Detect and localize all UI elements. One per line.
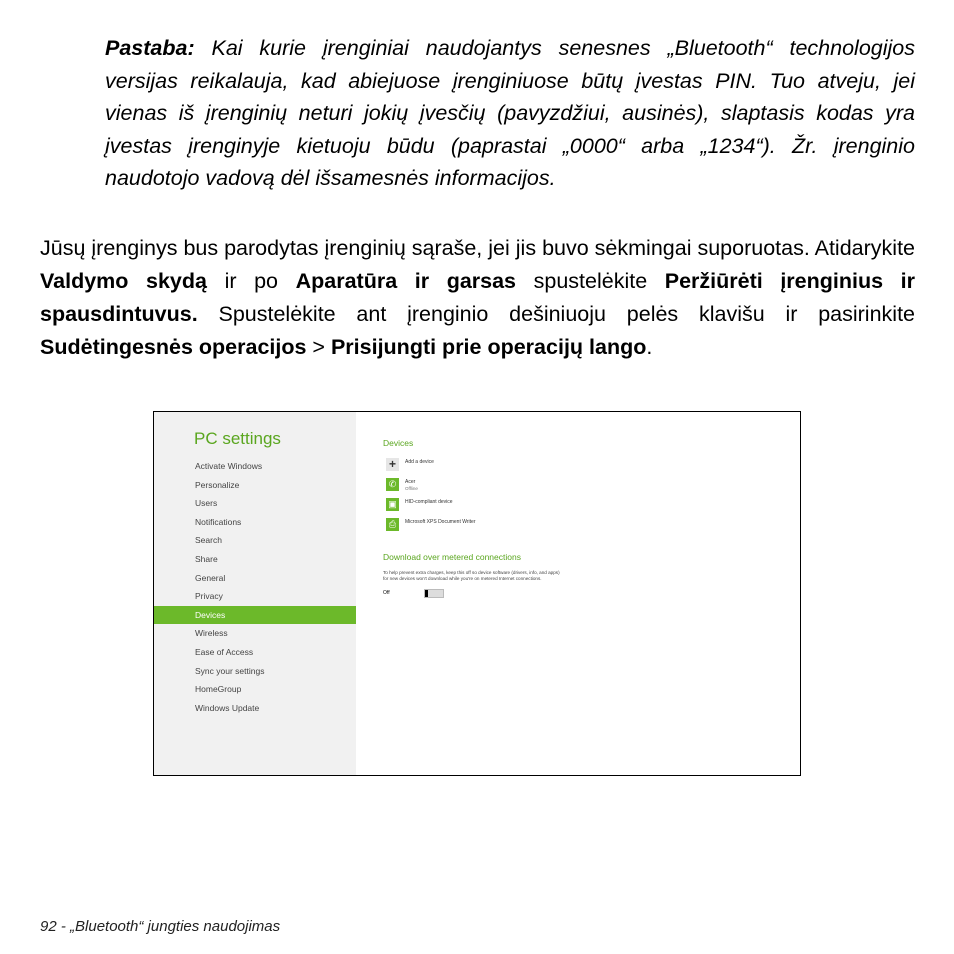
devices-pane	[383, 412, 793, 775]
nav-item-share[interactable]: Share	[195, 553, 218, 564]
instructions-paragraph	[40, 232, 915, 364]
pc-settings-screenshot	[153, 411, 801, 776]
device-label: Add a device	[405, 459, 434, 465]
note-paragraph	[105, 32, 915, 195]
device-label: Acer	[405, 479, 416, 485]
para-bold-2: Aparatūra ir garsas	[295, 269, 517, 293]
para-text-2: ir po	[206, 269, 296, 293]
para-text-6: .	[646, 335, 653, 359]
device-label: Microsoft XPS Document Writer	[405, 519, 476, 525]
page-footer: 92 - „Bluetooth“ jungties naudojimas	[40, 918, 281, 935]
devices-header: Devices	[383, 438, 414, 448]
para-bold-1: Valdymo skydą	[40, 269, 207, 293]
nav-item-general[interactable]: General	[195, 572, 226, 583]
download-header: Download over metered connections	[383, 552, 521, 562]
nav-item-sync-your-settings[interactable]: Sync your settings	[195, 665, 265, 676]
device-status: Offline	[405, 486, 418, 491]
metered-download-toggle[interactable]	[424, 589, 444, 598]
toggle-label: Off	[383, 590, 390, 596]
phone-icon: ✆	[386, 478, 399, 491]
pc-settings-title: PC settings	[194, 429, 281, 448]
nav-item-users[interactable]: Users	[195, 498, 218, 509]
monitor-icon: ▣	[386, 498, 399, 511]
note-text: Kai kurie įrenginiai naudojantys senesnes „Bluetooth“ technologijos versijas reikalauja, kad abiejuose įrenginiuose būtų įvestas PIN. Tuo atveju, jei vienas iš įrenginių neturi jokių įvesčių (pavyzdžiui, ausinės), slaptasis kodas yra įvestas įrenginyje kietuoju būdu (paprastai „0000“ arba „1234“). Žr. įrenginio naudotojo vadovą dėl išsamesnės informacijos.	[105, 36, 915, 190]
nav-item-personalize[interactable]: Personalize	[195, 479, 240, 490]
nav-item-notifications[interactable]: Notifications	[195, 516, 242, 527]
nav-item-windows-update[interactable]: Windows Update	[195, 702, 260, 713]
nav-item-homegroup[interactable]: HomeGroup	[195, 684, 242, 695]
nav-item-privacy[interactable]: Privacy	[195, 591, 223, 602]
plus-icon: +	[386, 458, 399, 471]
settings-nav-list	[154, 457, 356, 717]
para-text-1: Jūsų įrenginys bus parodytas įrenginių sąraše, jei jis buvo sėkmingai suporuotas. Atidarykite	[40, 236, 915, 260]
nav-item-activate-windows[interactable]: Activate Windows	[195, 461, 263, 471]
para-bold-5: Prisijungti prie operacijų lango	[330, 335, 647, 359]
printer-icon: ⎙	[386, 518, 399, 531]
nav-item-devices[interactable]: Devices	[154, 606, 356, 625]
para-bold-3: Peržiūrėti įrenginius ir spausdintuvus.	[40, 269, 915, 326]
device-label: HID-compliant device	[405, 499, 453, 505]
para-bold-4: Sudėtingesnės operacijos	[40, 335, 307, 359]
nav-item-wireless[interactable]: Wireless	[195, 628, 228, 639]
para-text-4: Spustelėkite ant įrenginio dešiniuoju pelės klavišu ir pasirinkite	[197, 302, 915, 326]
toggle-knob	[425, 590, 428, 597]
download-description: To help prevent extra charges, keep this off so device software (drivers, info, and apps) for new devices won't download while you're on metered Internet connections.	[383, 570, 560, 581]
note-label: Pastaba:	[105, 36, 195, 60]
nav-item-ease-of-access[interactable]: Ease of Access	[195, 646, 254, 657]
para-text-5: >	[306, 335, 331, 359]
settings-nav-pane	[154, 412, 356, 775]
nav-item-search[interactable]: Search	[195, 535, 222, 546]
para-text-3: spustelėkite	[516, 269, 665, 293]
